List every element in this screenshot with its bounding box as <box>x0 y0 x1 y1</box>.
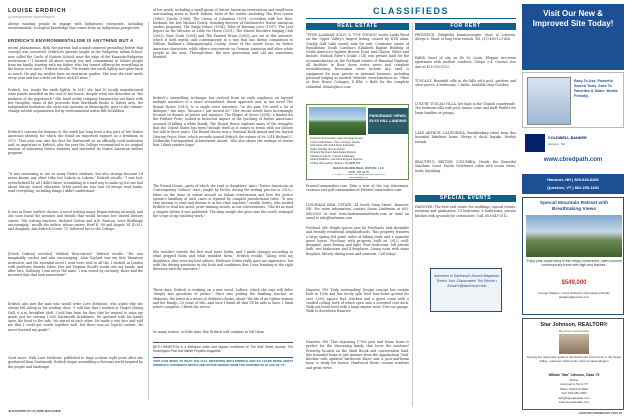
features-text: Easy-To-Use. Powerful Search Tools. Save To Favorites & Share. Mobile Friendly. <box>574 79 618 98</box>
article-paragraph: The Round House—parts of which she read to daughters' Aza's "Native Americans in Contemporary Culture" class, taught by Duthu, during the writing process in 2010—takes on the issue of sexual assault on Indian reservations and how the justice system's handling of such cases is stymied by complex jurisdictional rules. "It was very moving to read and discuss it in the class together," recalls Duthu, who invited Erdrich to read her novel, prize-winning novels, in our conversations. "She let us read a chapter before it was published. The deep insight she gives into the world, enlarged the scope of my teaching work." <box>153 184 293 219</box>
section-real-estate: REAL ESTATE <box>306 23 409 30</box>
classifieds-title: CLASSIFIEDS <box>372 6 449 16</box>
advertise-box[interactable] <box>430 268 502 312</box>
article-column-2 <box>153 8 293 404</box>
classified-ad: PARIS, heart of city on Ile St. Louis. Elegant two-room apartment with modern comforts. Sleeps 2-4. Contact Dee Ann at 425-555-0112. <box>415 56 516 69</box>
article-paragraph: always wanting people to engage with Indigenous viewpoints, including environmental, ecological knowledge that comes from an Indigenous perspective. <box>8 22 143 31</box>
article-paragraph: These days, Erdrich is working on a new novel, LaRose, which she says will delve "deeply into questions of justice." She's also putting the finishing touches on Makoons, the latest in a series of children's books, about "the life of an Ojibwe woman and her family—10 years of life—and once I finish all that I'll be able to have, I think what's complete. I finish the series." <box>153 288 293 310</box>
classified-ad: Hanover, NH. This charming 1790s post and beam home is perfect for the discerning family that loves the outdoors! Privately located on the Mink Brook and conservation land, this beautiful home is just minutes from the Appalachian Trail. Kitchen with updated hardwood floors and a post-and-beam barn, is ready for horses. Hardwood floors, custom windows and great views. <box>306 340 409 370</box>
article-paragraph: recent phenomenon. Both her parents had a mind-centered grounding before that concept was conceived. (Erdrich's parents taught at the Wahpeton Indian School, now called the Circle of Nations School, near the edge of the Kasautta-Wahpeton reservation.) "I learned all about energy use and commitment to Native people from my family, starting with my father, who has turned off/recycles everything in the house ever since," Erdrich recalls. "He treads this earth lightly and gives back so much. He and my mother have an enormous garden. She uses the reed seeds every year and has a field out there with 40 trees." <box>8 46 143 81</box>
section-special-events: SPECIAL EVENTS <box>415 195 516 202</box>
retreat-price: $549,000 <box>561 280 587 286</box>
section-for-rent: FOR RENT <box>415 23 516 30</box>
author-bio: BETH WHARTON is a freelance writer and regular contributor to The Wall Street Journal, The Washington Post and Native Peoples magazine. <box>153 345 293 354</box>
article-dropcap-heading: ERDRICH'S ENVIRONMENTALISM IS ANYTHING BUT A <box>8 39 134 43</box>
column-divider <box>412 23 413 407</box>
author-name: LOUISE ERDRICH <box>8 8 67 14</box>
ad-details: Great Circle Amenities, Lake Frontage Access 2 Glen Oaks Road • Open Concept, Quality Golf Views with wolf & More & Moulder Norbu Kittridge Wyman Ranch Kimberly Bernhard, Real Estate Brokers Call Hemmings Dr • Owner & Manager Soared Bulletins • Central & Engines Sources 16 Bay Hill Landing, Hanover, NH $998,500 <box>310 137 363 165</box>
phone-hanover: Hanover, NH | 603.643.6406 <box>547 177 599 182</box>
agent-tagline: Serving the real estate goals of the Dartmouth Community in the Upper Valley—Hanover–Dartmouth–Lake Sunapee Region <box>526 355 622 363</box>
bio-divider <box>153 342 293 343</box>
article-paragraph: She wouldn't rewrite the first read must Duthu, and I made changes according to what gripped them and what troubled them," Erdrich recalls. "Along with my daughters, they were my best editors, Professor Duthu really gave me experience, but with the driving questions in the book and conditions that I was learning in the right direction with the narrative." <box>153 250 293 272</box>
article-column-1 <box>8 22 143 402</box>
classified-ad: HANOVER, The best real estate for weddings, special events, reunions and graduation. 10 bedrooms, 6 bathrooms, private kitchen with grounds for ceremonies. Call: 603-643-0112. <box>415 205 516 218</box>
right-ad-column <box>522 4 624 410</box>
retreat-agent: George Wallace • Goss Sotheby's International Realty gwallace@gosssir.com <box>538 291 610 299</box>
title-rule <box>306 18 516 19</box>
retreat-headline: Special Mountain Retreat with Breathtaking Views <box>539 201 609 212</box>
classified-ad: BEAUTIFUL BRITISH COLUMBIA. Heads the Beautiful Sunshine Coast. Pacific Northwest cabin with ocean views, trails, kayaking. <box>415 160 516 173</box>
firm-name: COLDWELL BANKER <box>548 136 587 140</box>
article-paragraph: Erdrich also met the man who would write Love Medicine, who asked why she always fell asleep in his reading class. "I told him that I worked at Thayer Dining Hall, 6 a.m. breakfast shift. I told him from his thus that he wanted to raise my grade just for serving 1,000 Dartmouth breakfasts. He guessed with his hands open, his head to the side. We stared at each other. He made a wry face and told me that I could get words together well, but there was no logical content. He never lowered my grade!" <box>8 302 143 332</box>
advertise-text: Advertise in Dartmouth Alumni Magazine. Reach Your Classmates! Tris Ritchie • Email tr@dartmouth.edu <box>434 274 500 288</box>
classified-ad: Hanover, NH. Truly outstanding! Design concept has custom built in 1996 and has lovely split level four-home ground for over 2,000 square feet. Kitchen and a guest room with a vaulted ceiling, both of which open onto a screened rear deck. Walk-out lower level with a large master suite. Two-car garage. Walk to downtown Hanover. <box>306 288 409 314</box>
phone-banner <box>522 174 624 194</box>
more-online-box[interactable] <box>153 357 293 371</box>
firm-sub: Hanover, NH <box>548 142 566 146</box>
retreat-body: Enjoy year-round living in this newly constructed, open-concept contemporary home with high-end finishes. <box>526 259 622 268</box>
ad-agent: BHHS GOLDEN REAL ESTATE, LLC <box>333 166 384 170</box>
ad-headline: PANORAMIC VIEWS, ELYS HILL LANDING <box>368 108 408 134</box>
real-estate-display-ad[interactable] <box>306 104 409 180</box>
article-page <box>0 0 300 420</box>
retreat-photo <box>526 215 622 257</box>
classified-ad: TUSCANY. Beautiful villa in the hills with pool, gardens and olive groves. 4 bedrooms, 3 baths. Available May-October. <box>415 79 516 88</box>
agent-quote: William "Star" Johnson, Class '70 <box>548 373 600 377</box>
agent-firm: Big Green Real Estate <box>559 329 589 333</box>
screenshot-image <box>527 77 571 125</box>
firm-logo-ad[interactable] <box>522 130 624 172</box>
ad-photo <box>309 107 366 135</box>
column-divider <box>148 22 149 400</box>
cbre-url[interactable]: www.cbredpath.com <box>543 157 603 163</box>
footer-left: 48 DARTMOUTH ALUMNI MAGAZINE <box>8 409 61 413</box>
classifieds-page <box>300 0 628 420</box>
website-screenshot-ad[interactable] <box>522 72 624 128</box>
visit-site-ad[interactable] <box>522 4 624 70</box>
article-paragraph: of her youth, including a small group of Native American reservations and small-town surrounding areas in North Dakota. Most of the novels—including The Beet Queen (1986), Tracks (1988), The Crown of Columbus (1991, co-written with her then-husband, the late Michael Dorris, founding director of Dartmouth's Native American studies program), The Bingo Palace (1994), Tales of Burning Love (1997), The Last Report on the Miracles at Little No Horse (2001), The Master Butchers Singing Club (2003), Four Souls (2004) and The Painted Drum (2005)—are set in this universe, which is both mythic and contemporary in a way that has drawn comparison to William Faulkner's Yoknapatawpha County. Some of the novels focus on Native American characters, while others concentrate on German American and other white people in the area. Through-lines: the new generation and old are sometimes blended. <box>153 8 293 60</box>
agent-name: Star Johnson, REALTOR® <box>540 322 608 328</box>
illustration-credit: ILLUSTRATION BY JOHN PUNNETT <box>8 15 55 19</box>
mountain-retreat-ad[interactable] <box>522 197 624 315</box>
classified-ad: Portland, ME. Bright spaces now for Portland's next desirable and friendly residential neighborhoods. This property features a large spring fed pond, miles of hiking trails and a separate guest house. Purchase with property built on 2015, well-designed, open flowing and light. Four bedrooms, full private bath, two bathrooms and 4 fireplaces. Living room with stone fireplace, library, dining room and sunroom. Call today! <box>306 226 409 256</box>
classified-ad: PROVENCE. Delightful farmhouse/gite, close to Luberon. Sleeps 6. Short or long term rentals. Tel. (33) 490-123-456. <box>415 33 516 42</box>
article-paragraph: Erdrich's storytelling technique has evolved from an early emphasis on layered multiple narrators to a more streamlined, linear approach and, in her novel The Round House (2012), to a single voice narrative. "In the past I've used a lot of dialogue," she says, "because I just turned 60." Her recent novels have increasingly focused on themes of justice and injustice. The Plague of Doves (2008), a finalist for the Pulitzer Prize, looked at historical impact of the lynching of Native Americans accused of killing a white family; The Round House explores many of the struggles that the United States has been through itself as it comes to terms with our history but told in those years. The Round House won a National Book Award and the Dayton Literary Peace Prize, which recently named Erdrich the winner of its 2014 Richard C. Holbrooke Distinguished Achievement Award. "She also shows the endings of stories that I think readers hope." <box>153 96 293 148</box>
classified-ad: LAKE ARTHUR, CALIFORNIA. Breathtaking views from this beautiful lakefront home. Sleeps 8, dock, kayaks. Weekly rentals. <box>415 131 516 144</box>
article-paragraph: "It was reassuring to see so many Native students, but also strange because I'd never known any other tribe but Dakota or Lakota," Erdrich recalls. "I was lost, overwhelmed by all I didn't know, scrambling in a mad way to make up for one had about history, school education. What saved me was that I'd always read books, read everything, including things I didn't understand." <box>8 172 143 194</box>
classified-ad: PrivateCommunities.com. Take a tour of the top retirement, vacation and golf communities at PrivateCommunities.com. <box>306 184 409 193</box>
ad-address: P.O. Box 67, 12 Glen Oaks Road, Hanover, NH 03755 www.bayhillnh.com property-sales@gmail.com <box>332 174 385 180</box>
firm-logo <box>525 134 545 152</box>
agent-contact: Broker Licensed in NH & VT Office: 603-643-3942 Cell: 603-381-0000 star@bigrealestate.com www.bigrealestate.com <box>558 378 590 405</box>
article-paragraph: It was in those earliest classes, a novel writing major, began writing seriously, and she soon found the mentors and friends that would become her storied literary career. "My writing teachers, Richard Gorton and A.B. Paulson, were thrillingly encouraging," recalls the author, whose sisters, Heid E. '98 and Angela '81 (D.M.), and daughter, Aza Erdrich Crowe '11, followed her to the College. <box>8 210 143 232</box>
classified-ad: LUXURY TUSCAN VILLA. Set high in the Chianti countryside. Ten bedroom villa with pool, tennis court and staff. Perfect for large families or groups. <box>415 102 516 115</box>
footer-right: JANUARY/FEBRUARY 2015 49 <box>578 411 622 415</box>
visit-site-headline: Visit Our New & Improved Site Today! <box>532 9 614 28</box>
article-closing-line: So many stories, so little time. But Erdrich will continue to tell them. <box>153 330 265 334</box>
article-paragraph: [North Dakota] novelist] Mildred then-visited," Erdrich recalls. "He was imaginably cordon and also encouraging. Alan Gaylord was my first literature instructor, and the essential novel I read were vital to all the. I studied in London with professor Brenda Silver. Her put Virginia Woolf's books into my hands, and after Mrs. Dalloway I was never the same. I was seized by curiosity; those had the invented that that lurk somewhere!" <box>8 252 143 278</box>
article-paragraph: Erdrich, too, treads the earth lightly. In 2012 she had 30 locally manufactured solar panels installed on the roof of her house, despite what she describes as "the madness of the paperwork." She lured utility company bureaucrats out there with her thoughts; some of the proceeds from Birchbark Books & Native Arts, the independent bookstore she owns and operates in Minneapolis, goes to the climate-change activist organization led by environmental writer Bill McKibben. <box>8 88 143 114</box>
article-paragraph: Good move: With Love Medicine, published to huge acclaim eight years after she graduated from Dartmouth, Erdrich began assembling a fictional world inspired by the people and landscape <box>8 356 143 369</box>
star-johnson-ad[interactable] <box>522 318 624 410</box>
phone-quechee: Quechee, VT | 802.295.1160 <box>547 185 599 190</box>
more-online-text: VISIT DAM NEWS TO READ THE FULL INTERVIEW WITH ERDRICH AND TO LEARN MORE ABOUT ERDRICH'S CHILDREN'S BOOKS AND NATIVE REVIEW FROM THE DARTMOUTH CLASS OF '76. <box>153 360 293 367</box>
ad-phone: (603) 726-4175 <box>348 170 369 174</box>
article-paragraph: Erdrich's concern for humans to the earth has long been a key part of her Native American identity, for which she found an important support as a freshman in 1972. That year was also the first for Dartmouth as an officially coed institution and, as important to Erdrich, also the year the College recommitted to its original mission of educating Native students and instituted its Native American studies program. <box>8 130 143 156</box>
classified-ad: "PURE ALASKAN GOLD" & "TOP CHOICE" writes Linda Wood on the Upper Valley's largest listing, owned by KTR alum. Quality Gulf Lake sound, sink for sale. Consumer owner of Equilibrium South Carolina's Elizabeth Baptist Building of North America's highest Brecon Point and Glacier. White and historic Outlook River's (Duke I III) was private land for the accommodations on the Portland estates of Bunstaal Highway. All facilities in floor, dorm water views and complete reconditioning. Recreation views include ALL land & equipment for your private or personal business, including personal lodging as needed. Website: www.lakeshore.in - Pikes at Deer House Cottages, 4 BRs, 2 Bath for the complete submittal. dennis@nco.com <box>306 33 409 89</box>
classified-ad: LINDEMAN REAL ESTATE, 44 South Main Street, Hanover, NH. For more information, contact Susan Lindeman at 603-643-6100 or visit www.lindemanrealestate.com or send an email to info@lindeman.com. <box>306 203 409 220</box>
agent-photo <box>559 334 589 354</box>
